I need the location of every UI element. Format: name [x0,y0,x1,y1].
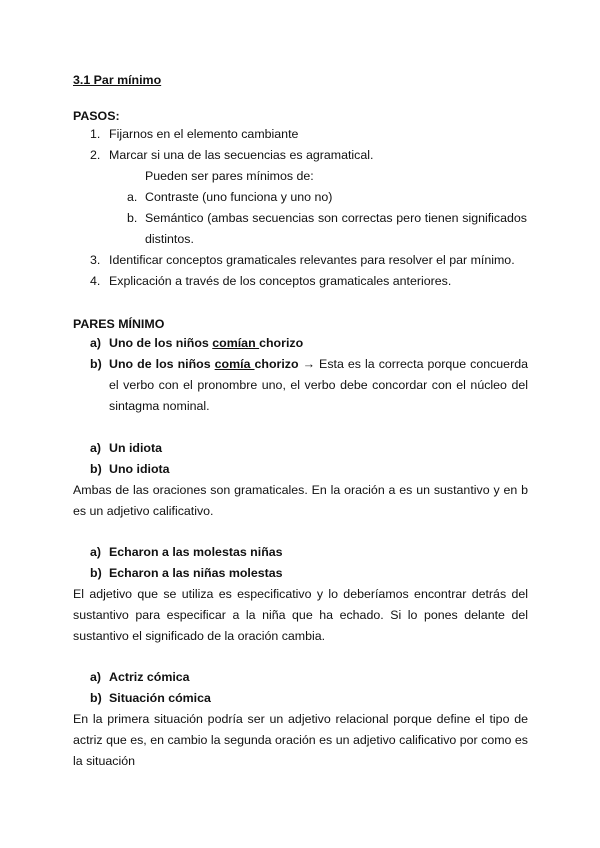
pair2-option-a [90,438,528,459]
subitem-letter: b. [127,211,138,225]
option-text: Echaron a las molestas niñas [109,545,283,559]
step-number: 2. [90,148,101,162]
option-letter: b) [90,691,102,705]
option-letter: b) [90,357,102,371]
pair4-option-a [90,667,528,688]
pair4-explanation: En la primera situación podría ser un adjetivo relacional porque define el tipo de actriz que es, en cambio la segunda oración es un adjetivo calificativo por como es la situación [73,712,528,768]
pair3-option-a [90,542,528,563]
step-item-1 [90,124,298,145]
pair4-option-b [90,688,528,709]
option-explanation: → Esta es la correcta porque concuerda el verbo con el pronombre uno, el verbo debe concordar con el núcleo del sintagma nominal. [109,357,528,413]
step-subitem-a [127,187,527,208]
step-number: 3. [90,253,101,267]
option-text: Uno idiota [109,462,170,476]
option-letter: a) [90,670,102,684]
steps-heading: PASOS: [73,109,120,123]
step-text: Identificar conceptos gramaticales relevantes para resolver el par mínimo. [109,253,515,267]
pair2-explanation: Ambas de las oraciones son gramaticales. En la oración a es un sustantivo y en b es un adjetivo calificativo. [73,483,528,518]
step-number: 4. [90,274,101,288]
option-text: Uno de los niños comían chorizo [109,336,304,350]
pair1-option-a [90,333,528,354]
option-text: Un idiota [109,441,162,455]
option-letter: a) [90,336,102,350]
step-number: 1. [90,127,101,141]
step-subitem-b [127,208,527,250]
step-text: Explicación a través de los conceptos gramaticales anteriores. [109,274,452,288]
option-text: Situación cómica [109,691,211,705]
subitem-text: Semántico (ambas secuencias son correctas pero tienen significados distintos. [145,211,527,246]
steps-subnote: Pueden ser pares mínimos de: [145,169,314,183]
step-text: Marcar si una de las secuencias es agramatical. [109,148,374,162]
option-letter: b) [90,462,102,476]
underlined-verb: comían [212,336,260,350]
pair3-option-b [90,563,528,584]
underlined-verb: comía [214,357,255,371]
step-text: Fijarnos en el elemento cambiante [109,127,299,141]
step-item-4 [90,271,451,292]
step-item-2 [90,145,373,166]
subitem-letter: a. [127,190,138,204]
option-text: Echaron a las niñas molestas [109,566,283,580]
option-text: Actriz cómica [109,670,190,684]
step-item-3 [90,250,515,271]
option-letter: a) [90,545,102,559]
subitem-text: Contraste (uno funciona y uno no) [145,190,333,204]
pairs-heading: PARES MÍNIMO [73,317,165,331]
option-text: Uno de los niños comía chorizo → Esta es la correcta porque concuerda el verbo con el pronombre uno, el verbo debe concordar con el núcleo del sintagma nominal. [109,357,528,413]
pair3-explanation: El adjetivo que se utiliza es especificativo y lo deberíamos encontrar detrás del sustantivo para especificar a la niña que ha echado. Si lo pones delante del sustantivo el significado de la oración cambia. [73,587,528,643]
option-letter: b) [90,566,102,580]
pair2-option-b [90,459,528,480]
option-letter: a) [90,441,102,455]
section-title: 3.1 Par mínimo [73,73,162,87]
pair1-option-b [90,354,528,417]
